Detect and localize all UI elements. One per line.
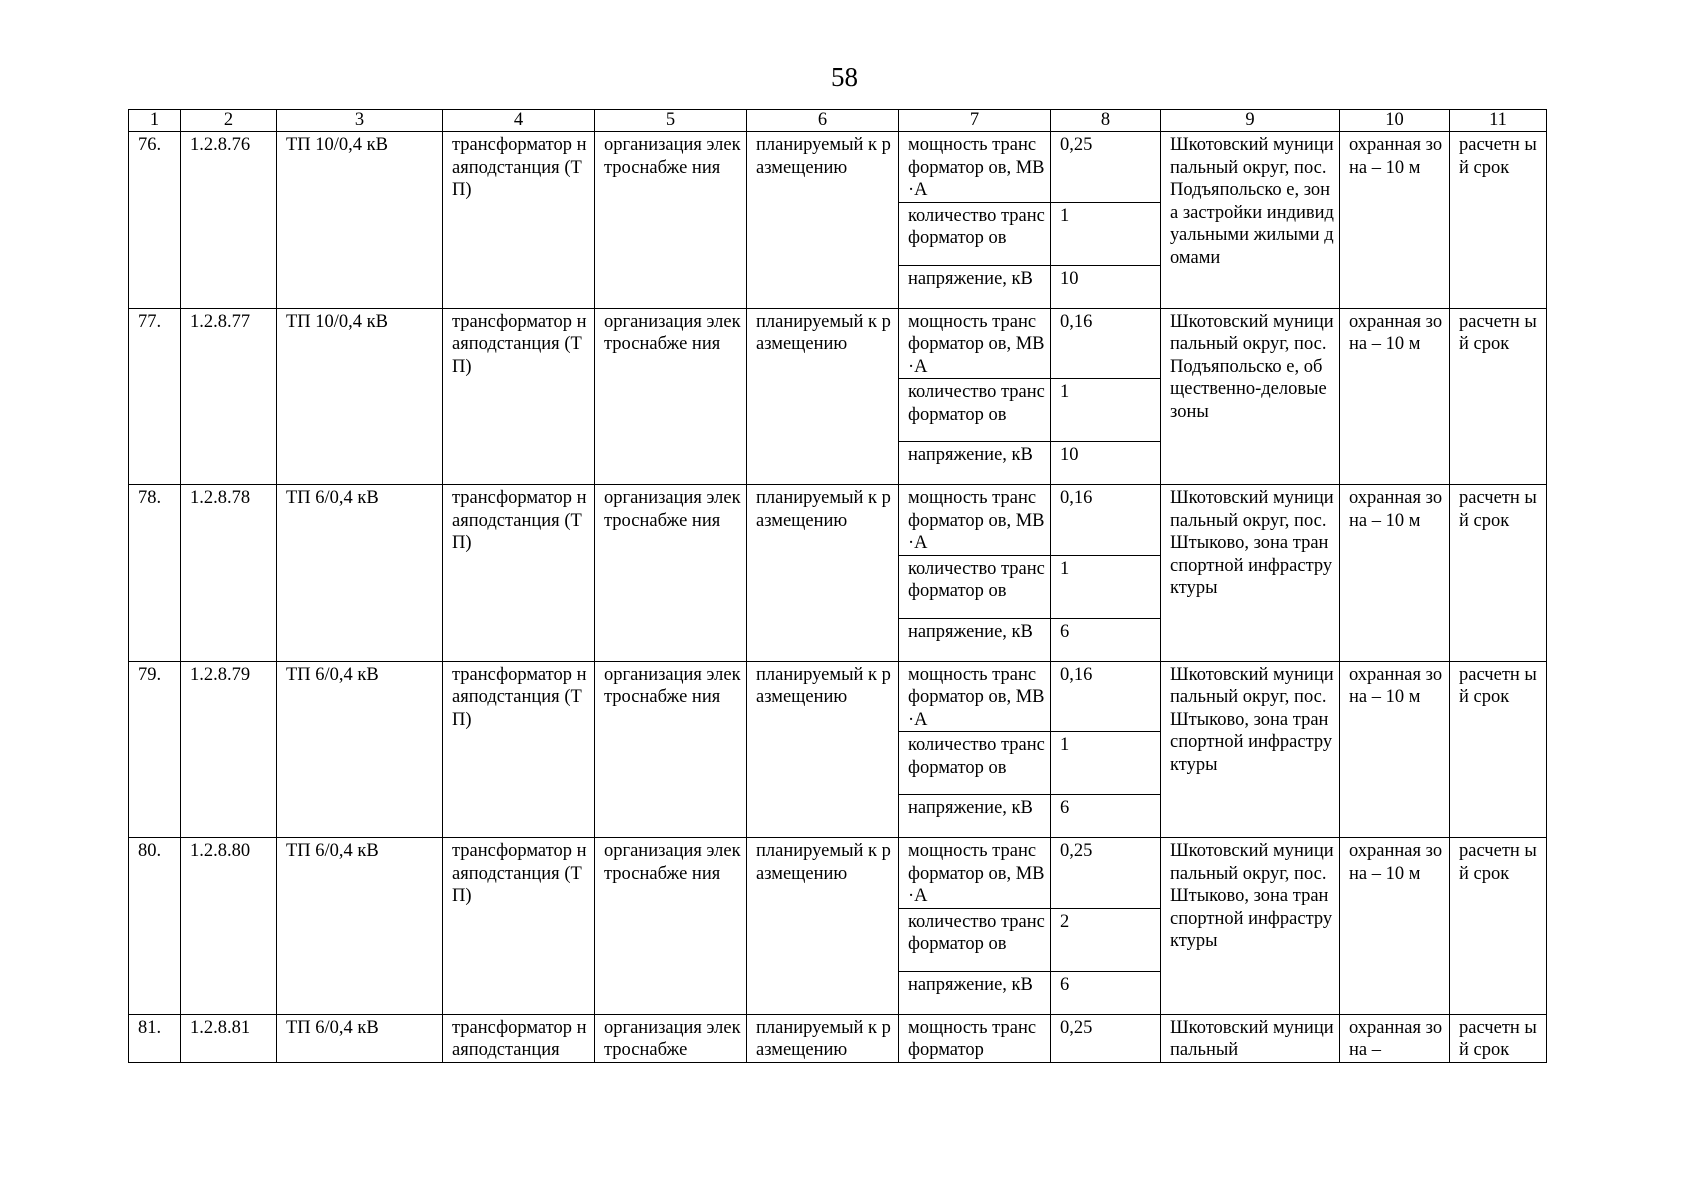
object-purpose: организация электроснабже ния <box>595 132 747 309</box>
param-label: количество трансформатор ов <box>899 732 1051 795</box>
row-number: 79. <box>129 661 181 838</box>
param-label: мощность трансформатор ов, МВ·А <box>899 308 1051 379</box>
table-row <box>129 485 1547 556</box>
column-number: 1 <box>129 110 181 132</box>
param-value: 0,16 <box>1051 485 1161 556</box>
protection-zone: охранная зона – 10 м <box>1340 132 1450 309</box>
column-number: 4 <box>443 110 595 132</box>
protection-zone: охранная зона – 10 м <box>1340 838 1450 1015</box>
implementation-term: расчетн ый срок <box>1450 308 1547 485</box>
objects-table <box>128 109 1547 1063</box>
object-status: планируемый к размещению <box>747 838 899 1015</box>
column-number: 10 <box>1340 110 1450 132</box>
param-label: напряжение, кВ <box>899 795 1051 838</box>
object-location: Шкотовский муниципальный округ, пос. Штыково, зона транспортной инфраструктуры <box>1161 661 1340 838</box>
param-value: 1 <box>1051 202 1161 265</box>
protection-zone: охранная зона – <box>1340 1014 1450 1062</box>
param-label: количество трансформатор ов <box>899 379 1051 442</box>
object-purpose: организация электроснабже ния <box>595 838 747 1015</box>
column-number: 8 <box>1051 110 1161 132</box>
implementation-term: расчетн ый срок <box>1450 485 1547 662</box>
object-status: планируемый к размещению <box>747 308 899 485</box>
param-value: 1 <box>1051 555 1161 618</box>
param-label: мощность трансформатор ов, МВ·А <box>899 132 1051 203</box>
param-value: 2 <box>1051 908 1161 971</box>
param-label: напряжение, кВ <box>899 618 1051 661</box>
implementation-term: расчетн ый срок <box>1450 661 1547 838</box>
column-number: 5 <box>595 110 747 132</box>
row-number: 77. <box>129 308 181 485</box>
object-location: Шкотовский муниципальный округ, пос. Штыково, зона транспортной инфраструктуры <box>1161 838 1340 1015</box>
object-type: трансформатор наяподстанция (ТП) <box>443 132 595 309</box>
object-status: планируемый к размещению <box>747 1014 899 1062</box>
object-type: трансформатор наяподстанция (ТП) <box>443 661 595 838</box>
param-label: напряжение, кВ <box>899 265 1051 308</box>
object-code: 1.2.8.79 <box>181 661 277 838</box>
object-purpose: организация электроснабже ния <box>595 308 747 485</box>
implementation-term: расчетн ый срок <box>1450 132 1547 309</box>
object-name: ТП 10/0,4 кВ <box>277 132 443 309</box>
page-number: 58 <box>831 62 858 92</box>
param-label: мощность трансформатор ов, МВ·А <box>899 661 1051 732</box>
object-name: ТП 10/0,4 кВ <box>277 308 443 485</box>
param-value: 0,25 <box>1051 1014 1161 1062</box>
object-code: 1.2.8.77 <box>181 308 277 485</box>
object-purpose: организация электроснабже ния <box>595 661 747 838</box>
param-label: мощность трансформатор <box>899 1014 1051 1062</box>
column-number: 9 <box>1161 110 1340 132</box>
object-code: 1.2.8.78 <box>181 485 277 662</box>
object-purpose: организация электроснабже ния <box>595 485 747 662</box>
param-value: 0,25 <box>1051 132 1161 203</box>
param-label: напряжение, кВ <box>899 971 1051 1014</box>
object-location: Шкотовский муниципальный <box>1161 1014 1340 1062</box>
object-code: 1.2.8.80 <box>181 838 277 1015</box>
object-type: трансформатор наяподстанция (ТП) <box>443 308 595 485</box>
param-label: мощность трансформатор ов, МВ·А <box>899 838 1051 909</box>
table-row <box>129 132 1547 203</box>
object-location: Шкотовский муниципальный округ, пос. Подъяпольско е, общественно-деловые зоны <box>1161 308 1340 485</box>
object-location: Шкотовский муниципальный округ, пос. Штыково, зона транспортной инфраструктуры <box>1161 485 1340 662</box>
protection-zone: охранная зона – 10 м <box>1340 485 1450 662</box>
object-name: ТП 6/0,4 кВ <box>277 661 443 838</box>
param-value: 0,25 <box>1051 838 1161 909</box>
column-number: 2 <box>181 110 277 132</box>
param-value: 1 <box>1051 379 1161 442</box>
param-value: 6 <box>1051 618 1161 661</box>
column-number: 7 <box>899 110 1051 132</box>
object-code: 1.2.8.81 <box>181 1014 277 1062</box>
row-number: 81. <box>129 1014 181 1062</box>
param-value: 6 <box>1051 971 1161 1014</box>
param-label: количество трансформатор ов <box>899 555 1051 618</box>
implementation-term: расчетн ый срок <box>1450 838 1547 1015</box>
column-number: 6 <box>747 110 899 132</box>
object-status: планируемый к размещению <box>747 485 899 662</box>
object-name: ТП 6/0,4 кВ <box>277 1014 443 1062</box>
implementation-term: расчетн ый срок <box>1450 1014 1547 1062</box>
param-label: количество трансформатор ов <box>899 202 1051 265</box>
object-name: ТП 6/0,4 кВ <box>277 838 443 1015</box>
object-location: Шкотовский муниципальный округ, пос. Подъяпольско е, зона застройки индивидуальными жилыми домами <box>1161 132 1340 309</box>
table-row <box>129 661 1547 732</box>
protection-zone: охранная зона – 10 м <box>1340 308 1450 485</box>
param-value: 1 <box>1051 732 1161 795</box>
param-label: количество трансформатор ов <box>899 908 1051 971</box>
row-number: 78. <box>129 485 181 662</box>
object-name: ТП 6/0,4 кВ <box>277 485 443 662</box>
object-purpose: организация электроснабже <box>595 1014 747 1062</box>
param-value: 0,16 <box>1051 661 1161 732</box>
column-number: 11 <box>1450 110 1547 132</box>
column-number-row <box>129 110 1547 132</box>
table-row <box>129 1014 1547 1062</box>
row-number: 80. <box>129 838 181 1015</box>
param-value: 10 <box>1051 442 1161 485</box>
row-number: 76. <box>129 132 181 309</box>
param-value: 10 <box>1051 265 1161 308</box>
param-label: мощность трансформатор ов, МВ·А <box>899 485 1051 556</box>
object-status: планируемый к размещению <box>747 132 899 309</box>
object-status: планируемый к размещению <box>747 661 899 838</box>
table-row <box>129 308 1547 379</box>
object-type: трансформатор наяподстанция (ТП) <box>443 485 595 662</box>
object-type: трансформатор наяподстанция <box>443 1014 595 1062</box>
param-value: 6 <box>1051 795 1161 838</box>
object-code: 1.2.8.76 <box>181 132 277 309</box>
column-number: 3 <box>277 110 443 132</box>
param-value: 0,16 <box>1051 308 1161 379</box>
param-label: напряжение, кВ <box>899 442 1051 485</box>
protection-zone: охранная зона – 10 м <box>1340 661 1450 838</box>
object-type: трансформатор наяподстанция (ТП) <box>443 838 595 1015</box>
table-row <box>129 838 1547 909</box>
